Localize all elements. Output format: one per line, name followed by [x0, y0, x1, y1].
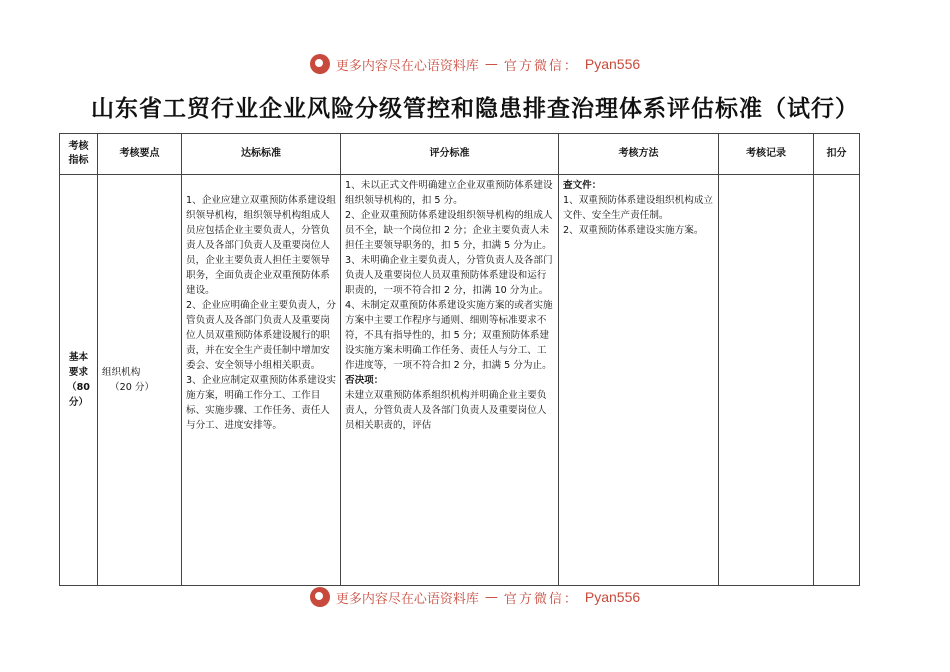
header-indicator [60, 134, 98, 175]
scoring-item: 2、企业双重预防体系建设组织领导机构的组成人员不全，缺一个岗位扣 2 分；企业主要负责人未担任主要领导职务的，扣 5 分，扣满 5 分为止。 [345, 210, 553, 251]
key-point-score: （20 分） [110, 382, 155, 393]
method-item: 2、双重预防体系建设实施方案。 [563, 225, 704, 236]
watermark-banner-bottom [0, 587, 950, 607]
veto-label: 否决项： [345, 375, 384, 386]
watermark-separator: — [484, 56, 498, 72]
cell-scoring [341, 175, 559, 586]
header-indicator-text: 考核 指标 [68, 141, 89, 166]
header-record: 考核记录 [719, 134, 814, 175]
key-point-name: 组织机构 [102, 367, 141, 378]
watermark-banner-top [0, 54, 950, 74]
method-label: 查文件： [563, 180, 602, 191]
cell-deduction[interactable] [814, 175, 860, 586]
header-target: 达标标准 [182, 134, 341, 175]
watermark-wechat-id: Pyan556 [584, 589, 641, 605]
header-key-points: 考核要点 [98, 134, 182, 175]
cell-method [559, 175, 719, 586]
evaluation-table [59, 133, 860, 586]
brand-logo-icon [310, 587, 330, 607]
scoring-item: 3、未明确企业主要负责人，分管负责人及各部门负责人及重要岗位人员双重预防体系建设和运行职责的，一项不符合扣 2 分，扣满 10 分为止。 [345, 255, 553, 296]
cell-indicator [60, 175, 98, 586]
cell-key-point [98, 175, 182, 586]
cell-target [182, 175, 341, 586]
target-item: 2、企业应明确企业主要负责人，分管负责人及各部门负责人及重要岗位人员双重预防体系建设履行的职责，并在安全生产责任制中增加安委会、安全领导小组相关职责。 [186, 300, 337, 371]
brand-logo-icon [310, 54, 330, 74]
target-item: 3、企业应制定双重预防体系建设实施方案，明确工作分工、工作目标、实施步骤、工作任务、责任人与分工、进度安排等。 [186, 375, 337, 431]
veto-text: 未建立双重预防体系组织机构并明确企业主要负责人，分管负责人及各部门负责人及重要岗位人员相关职责的，评估 [345, 390, 547, 431]
cell-record[interactable] [719, 175, 814, 586]
header-deduction: 扣分 [814, 134, 860, 175]
header-method: 考核方法 [559, 134, 719, 175]
scoring-item: 4、未制定双重预防体系建设实施方案的或者实施方案中主要工作程序与通则、细则等标准要求不符，不具有指导性的，扣 5 分；双重预防体系建设实施方案未明确工作任务、责任人与分工、工作进度等，一项不符合扣 2 分，扣满 5 分为止。 [345, 300, 553, 371]
table-row [60, 175, 860, 586]
header-scoring: 评分标准 [341, 134, 559, 175]
document-title: 山东省工贸行业企业风险分级管控和隐患排查治理体系评估标准（试行） [91, 95, 859, 122]
watermark-text: 更多内容尽在心语资料库 [335, 58, 479, 74]
watermark-wechat-label: 官方微信： [503, 591, 579, 607]
watermark-text: 更多内容尽在心语资料库 [335, 591, 479, 607]
target-item: 1、企业应建立双重预防体系建设组织领导机构，组织领导机构组成人员应包括企业主要负责人，分管负责人及各部门负责人及重要岗位人员，企业主要负责人担任主要领导职务，全面负责企业双重预防体系建设。 [186, 195, 337, 296]
watermark-wechat-label: 官方微信： [503, 58, 579, 74]
table-header-row [60, 134, 860, 175]
method-item: 1、双重预防体系建设组织机构成立文件、安全生产责任制。 [563, 195, 714, 221]
watermark-wechat-id: Pyan556 [584, 56, 641, 72]
scoring-item: 1、未以正式文件明确建立企业双重预防体系建设组织领导机构的，扣 5 分。 [345, 180, 553, 206]
indicator-text: 基本 要求 （80 分） [67, 352, 90, 408]
watermark-separator: — [484, 589, 498, 605]
